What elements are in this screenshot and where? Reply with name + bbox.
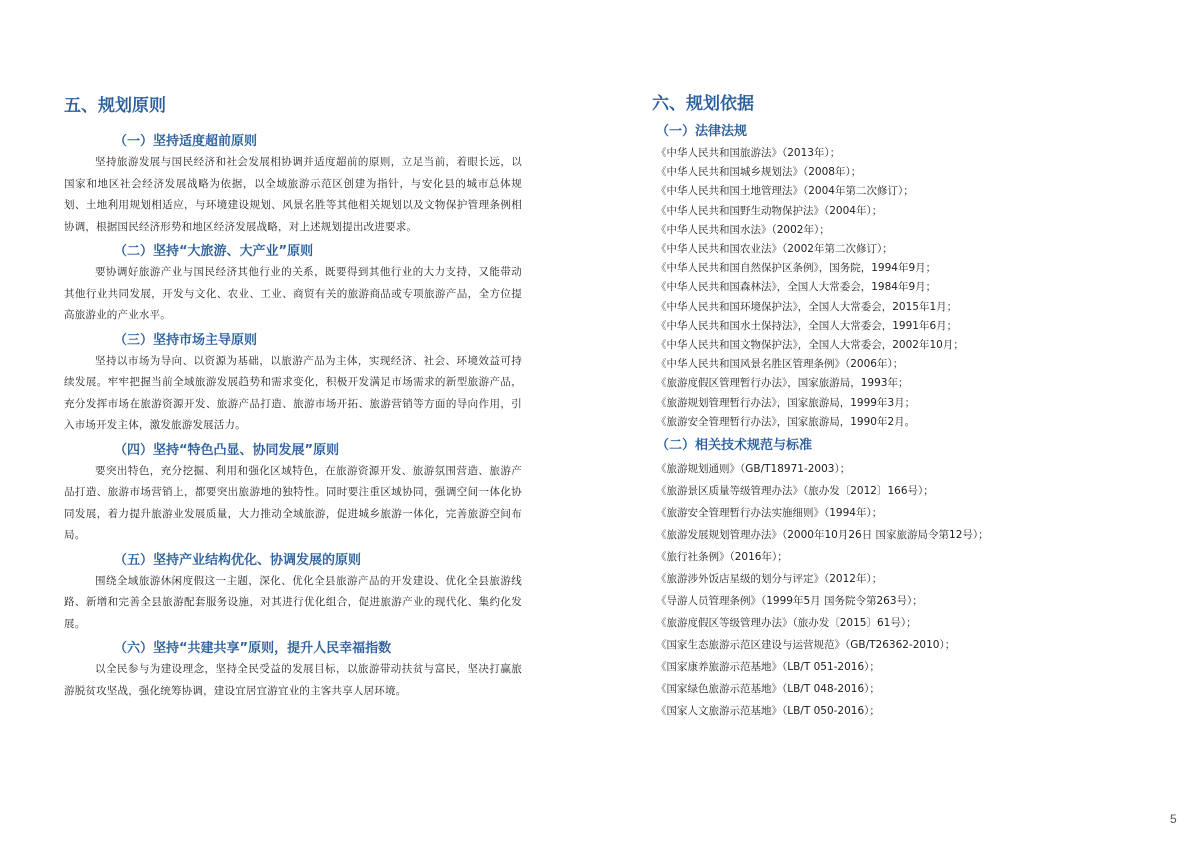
law-item: 《中华人民共和国森林法》，全国人大常委会，1984年9月； (656, 281, 937, 294)
principle-heading-1: （一）坚持适度超前原则 (114, 134, 258, 149)
laws-heading: （一）法律法规 (656, 124, 748, 139)
law-item: 《中华人民共和国风景名胜区管理条例》（2006年）； (656, 358, 904, 371)
law-item: 《中华人民共和国水法》（2002年）； (656, 223, 830, 236)
law-item: 《中华人民共和国自然保护区条例》，国务院，1994年9月； (656, 262, 937, 275)
law-item: 《中华人民共和国环境保护法》，全国人大常委会，2015年1月； (656, 300, 958, 313)
law-item: 《旅游规划管理暂行办法》，国家旅游局，1999年3月； (656, 396, 916, 409)
principle-text-1: 坚持旅游发展与国民经济和社会发展相协调并适度超前的原则，立足当前，着眼长远，以国家和地区社会经济发展战略为依据，以全域旅游示范区创建为指针，与安化县的城市总体规划、土地利用规划相适应，与环境建设规划、风景名胜等其他相关规划以及文物保护管理条例相协调，根据国民经济形势和地区经济发展战略，对上述规划提出改进要求。 (64, 156, 522, 233)
standard-item: 《国家康养旅游示范基地》（LB/T 051-2016）； (656, 661, 880, 674)
law-item: 《旅游度假区管理暂行办法》，国家旅游局，1993年； (656, 377, 909, 390)
standard-item: 《旅游安全管理暂行办法实施细则》（1994年）； (656, 507, 883, 520)
law-item: 《中华人民共和国水土保持法》，全国人大常委会，1991年6月； (656, 319, 958, 332)
principle-heading-3: （三）坚持市场主导原则 (114, 332, 258, 348)
principle-heading-2: （二）坚持“大旅游、大产业”原则 (114, 244, 314, 259)
principle-text-5: 围绕全域旅游休闲度假这一主题，深化、优化全县旅游产品的开发建设、优化全县旅游线路、新增和完善全县旅游配套服务设施，对其进行优化组合，促进旅游产业的现代化、集约化发展。 (64, 574, 522, 630)
principle-text-2: 要协调好旅游产业与国民经济其他行业的关系，既要得到其他行业的大力支持，又能带动其他行业共同发展，开发与文化、农业、工业、商贸有关的旅游商品或专项旅游产品，全方位提高旅游业的产业水平。 (64, 266, 522, 321)
standard-item: 《旅游涉外饭店星级的划分与评定》（2012年）； (656, 573, 883, 586)
page-number: 5 (1170, 812, 1177, 826)
law-item: 《中华人民共和国农业法》（2002年第二次修订）； (656, 243, 893, 256)
standard-item: 《旅游景区质量等级管理办法》（旅办发〔2012〕166号）； (656, 485, 934, 498)
principle-heading-4: （四）坚持“特色凸显、协同发展”原则 (114, 442, 340, 458)
laws-list (652, 144, 1072, 432)
law-item: 《中华人民共和国旅游法》（2013年）； (656, 147, 841, 159)
standard-item: 《旅游发展规划管理办法》（2000年10月26日 国家旅游局令第12号）； (656, 529, 989, 542)
law-item: 《中华人民共和国土地管理法》（2004年第二次修订）； (656, 185, 914, 198)
standard-item: 《旅行社条例》（2016年）； (656, 551, 788, 564)
section-title-basis: 六、规划依据 (652, 94, 754, 114)
standards-list (652, 458, 1072, 722)
principle-text-4: 要突出特色，充分挖掘、利用和强化区域特色，在旅游资源开发、旅游氛围营造、旅游产品打造、旅游市场营销上，都要突出旅游地的独特性。同时要注重区域协同，强调空间一体化协同发展，着力提升旅游业发展质量，大力推动全域旅游，促进城乡旅游一体化，完善旅游空间布局。 (64, 464, 522, 541)
law-item: 《中华人民共和国文物保护法》，全国人大常委会，2002年10月； (656, 339, 964, 352)
standard-item: 《国家人文旅游示范基地》（LB/T 050-2016）； (656, 705, 880, 718)
principle-heading-6: （六）坚持“共建共享”原则，提升人民幸福指数 (114, 641, 392, 656)
principle-heading-5: （五）坚持产业结构优化、协调发展的原则 (114, 552, 362, 568)
law-item: 《旅游安全管理暂行办法》，国家旅游局，1990年2月。 (656, 415, 916, 428)
right-column (652, 92, 1072, 722)
principle-text-3: 坚持以市场为导向、以资源为基础，以旅游产品为主体，实现经济、社会、环境效益可持续发展。牢牢把握当前全域旅游发展趋势和需求变化，积极开发满足市场需求的新型旅游产品，充分发挥市场在旅游资源开发、旅游产品打造、旅游市场开拓、旅游营销等方面的导向作用，引入市场开发主体，激发旅游发展活力。 (64, 354, 522, 431)
standards-heading: （二）相关技术规范与标准 (656, 438, 813, 454)
section-title-principles: 五、规划原则 (64, 96, 166, 116)
standard-item: 《旅游度假区等级管理办法》（旅办发〔2015〕61号）； (656, 617, 917, 630)
law-item: 《中华人民共和国野生动物保护法》（2004年）； (656, 204, 883, 217)
left-column (64, 94, 522, 702)
standard-item: 《国家绿色旅游示范基地》（LB/T 048-2016）； (656, 683, 880, 696)
standard-item: 《旅游规划通则》（GB/T18971-2003）； (656, 463, 851, 476)
principle-text-6: 以全民参与为建设理念，坚持全民受益的发展目标，以旅游带动扶贫与富民，坚决打赢旅游脱贫攻坚战，强化统筹协调，建设宜居宜游宜业的主客共享人居环境。 (64, 663, 522, 697)
standard-item: 《导游人员管理条例》（1999年5月 国务院令第263号）； (656, 595, 923, 608)
standard-item: 《国家生态旅游示范区建设与运营规范》（GB/T26362-2010）； (656, 639, 956, 652)
law-item: 《中华人民共和国城乡规划法》（2008年）； (656, 166, 862, 179)
